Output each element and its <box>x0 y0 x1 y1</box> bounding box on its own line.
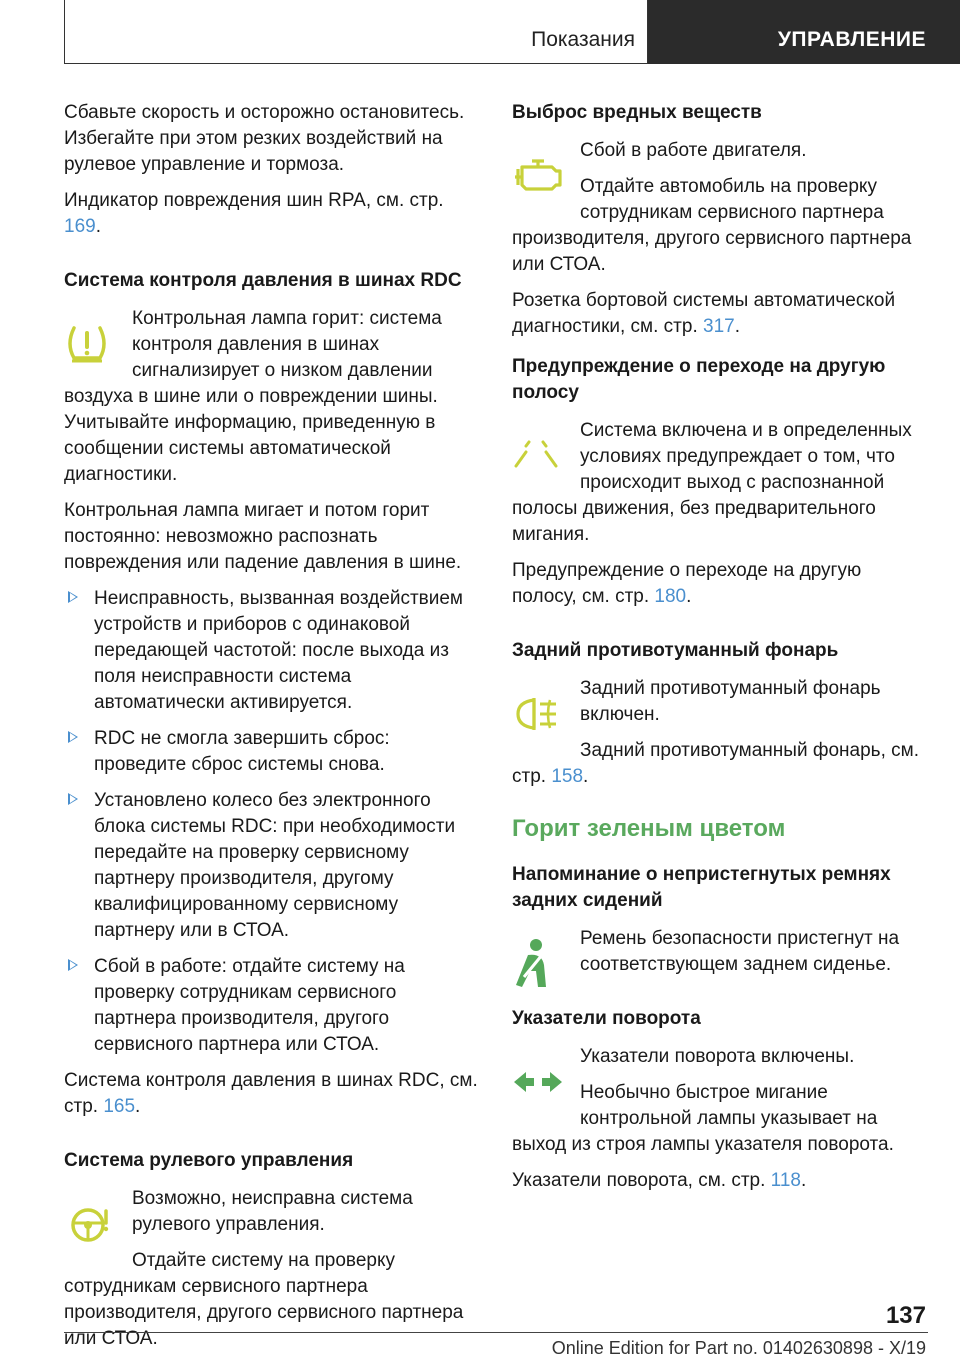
page-link[interactable]: 118 <box>770 1170 801 1191</box>
paragraph: Задний противотуманный фонарь включен. <box>580 678 881 725</box>
paragraph: Индикатор повреждения шин RPA, см. стр. 169. <box>64 190 444 237</box>
bullet-triangle-icon <box>68 591 78 603</box>
footer-divider <box>64 1332 928 1333</box>
green-section-heading: Горит зеленым цветом <box>512 815 786 842</box>
bullet-triangle-icon <box>68 731 78 743</box>
icon-text-block <box>512 926 927 978</box>
header-section-tab <box>64 0 648 64</box>
paragraph: Система контроля давления в шинах RDC, см. стр. 165. <box>64 1070 478 1117</box>
paragraph: Указатели поворота, см. стр. 118. <box>512 1170 807 1191</box>
section-heading: Напоминание о непристегнутых ремнях задних сидений <box>512 864 891 911</box>
list-item: Неисправность, вызванная воздействием устройств и приборов с одинаковой передающей частотой: после выхода из поля неисправности система автоматически активируется. <box>64 586 479 716</box>
footer-edition: Online Edition for Part no. 01402630898 - X/19 <box>551 1338 926 1358</box>
page-number: 137 <box>885 1302 926 1329</box>
steering-fault-icon <box>64 1186 132 1256</box>
left-column <box>64 100 479 1362</box>
right-column <box>512 100 927 1204</box>
seat-belt-icon <box>512 926 580 996</box>
icon-text-block <box>512 1044 927 1158</box>
page-link[interactable]: 165 <box>103 1096 136 1117</box>
section-heading: Система рулевого управления <box>64 1150 354 1171</box>
bullet-triangle-icon <box>68 793 78 805</box>
page-link[interactable]: 169 <box>64 216 96 237</box>
bullet-list <box>64 586 479 1058</box>
page-header <box>64 0 960 64</box>
section-heading: Предупреждение о переходе на другую полосу <box>512 356 886 403</box>
header-section-label: Показания <box>531 28 635 51</box>
section-heading: Указатели поворота <box>512 1008 701 1029</box>
page-link[interactable]: 158 <box>551 766 584 787</box>
list-item: Сбой в работе: отдайте систему на проверку сотрудникам сервисного партнера производителя, другого сервисного партнера или СТОА. <box>64 954 479 1058</box>
bullet-triangle-icon <box>68 959 78 971</box>
paragraph: Предупреждение о переходе на другую полосу, см. стр. 180. <box>512 560 862 607</box>
turn-signal-icon <box>512 1044 580 1114</box>
paragraph: Указатели поворота включены. <box>580 1046 855 1067</box>
icon-text-block <box>512 138 927 278</box>
paragraph: Ремень безопасности пристегнут на соответствующем заднем сиденье. <box>580 928 900 975</box>
rear-fog-light-icon <box>512 676 580 746</box>
list-item: RDC не смогла завершить сброс: проведите сброс системы снова. <box>64 726 479 778</box>
lane-departure-icon <box>512 418 580 488</box>
page-link[interactable]: 180 <box>654 586 687 607</box>
icon-text-block <box>512 676 927 728</box>
paragraph: Отдайте автомобиль на проверку сотрудникам сервисного партнера производителя, другого сервисного партнера или СТОА. <box>512 176 912 275</box>
section-heading: Система контроля давления в шинах RDC <box>64 270 462 291</box>
header-chapter-label: УПРАВЛЕНИЕ <box>777 28 926 51</box>
paragraph: Розетка бортовой системы автоматической диагностики, см. стр. 317. <box>512 290 896 337</box>
list-item: Установлено колесо без электронного блока системы RDC: при необходимости передайте на проверку сервисному партнеру производителя, другому квалифицированному сервисному партнеру или в СТОА. <box>64 788 479 944</box>
paragraph: Задний противотуманный фонарь, см. стр. 158. <box>512 740 919 787</box>
icon-text-block <box>512 418 927 548</box>
engine-check-icon <box>512 138 580 208</box>
paragraph: Необычно быстрое мигание контрольной лампы указывает на выход из строя лампы указателя поворота. <box>512 1082 894 1155</box>
paragraph: Система включена и в определенных условиях предупреждает о том, что происходит выход с распознанной полосы движения, без предварительного мигания. <box>512 420 912 545</box>
header-chapter-tab <box>648 0 960 64</box>
icon-text-block <box>64 1186 479 1238</box>
tire-pressure-warning-icon <box>64 306 132 376</box>
section-heading: Выброс вредных веществ <box>512 102 762 123</box>
paragraph: Отдайте систему на проверку сотрудникам сервисного партнера производителя, другого сервисного партнера или СТОА. <box>64 1250 464 1349</box>
paragraph: Возможно, неисправна система рулевого управления. <box>132 1188 413 1235</box>
paragraph: Сбой в работе двигателя. <box>580 140 807 161</box>
paragraph: Сбавьте скорость и осторожно остановитесь. Избегайте при этом резких воздействий на рулевое управление и тормоза. <box>64 102 465 175</box>
page-link[interactable]: 317 <box>703 316 735 337</box>
paragraph: Контрольная лампа мигает и потом горит постоянно: невозможно распознать повреждения или падение давления в шине. <box>64 500 462 573</box>
icon-text-block <box>64 306 479 488</box>
paragraph: Контрольная лампа горит: система контроля давления в шинах сигнализирует о низком давлении воздуха в шине или о повреждении шины. Учитывайте информацию, приведенную в сообщении системы автоматической диагностики. <box>64 308 442 485</box>
section-heading: Задний противотуманный фонарь <box>512 640 839 661</box>
